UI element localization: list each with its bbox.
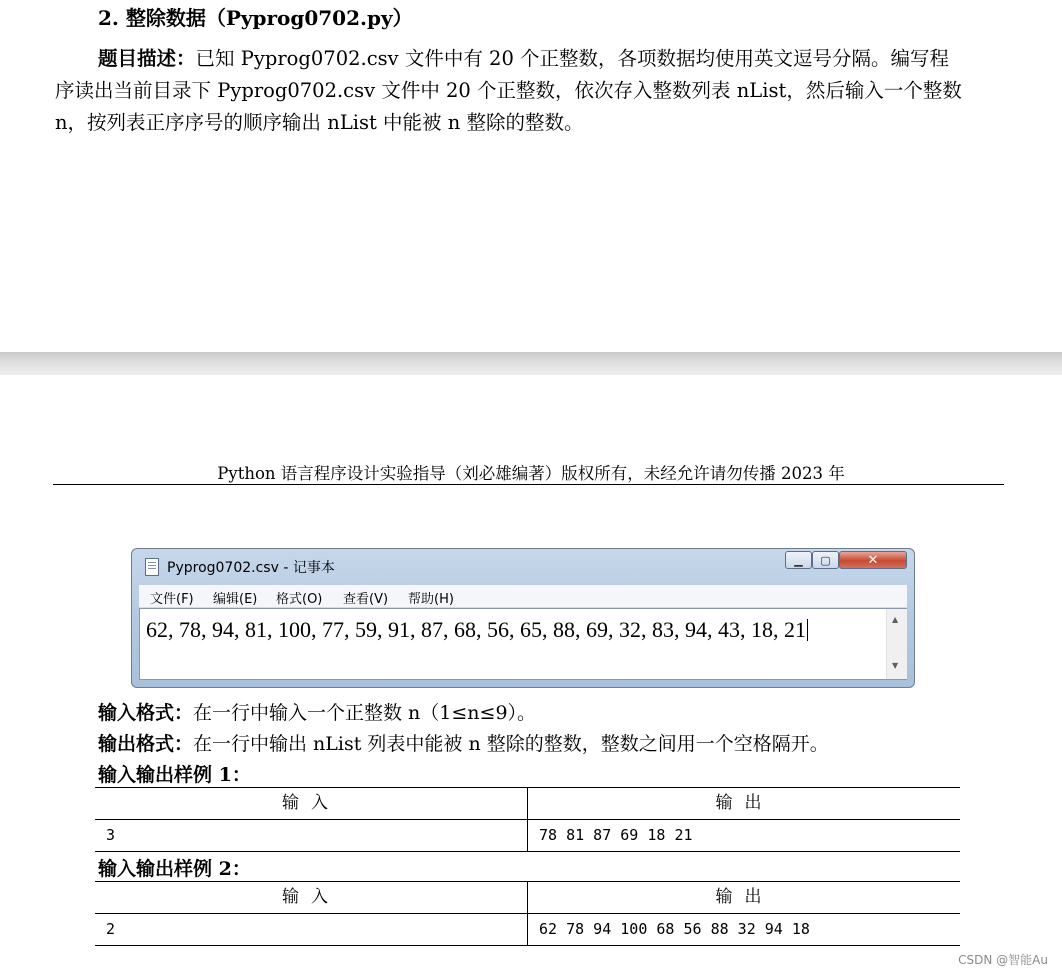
scroll-up-icon[interactable]: ▲ <box>892 615 899 624</box>
column-header-output: 输出 <box>527 788 961 819</box>
column-header-input: 输入 <box>282 887 340 907</box>
watermark: CSDN @智能Au <box>958 953 1048 967</box>
sample2-output: 62 78 94 100 68 56 88 32 94 18 <box>527 914 960 945</box>
menu-edit[interactable]: 编辑(E) <box>213 592 258 607</box>
maximize-button[interactable]: ▢ <box>812 551 839 569</box>
table-row <box>95 820 960 851</box>
notepad-text-area[interactable] <box>139 608 907 680</box>
csv-content: 62, 78, 94, 81, 100, 77, 59, 91, 87, 68, 56, 65, 88, 69, 32, 83, 94, 43, 18, 21 <box>146 617 806 642</box>
table-header-row <box>95 882 960 913</box>
description-line-2: 序读出当前目录下 Pyprog0702.csv 文件中 20 个正整数，依次存入整数列表 nList，然后输入一个整数 <box>55 79 962 102</box>
description-label: 题目描述： <box>98 47 196 70</box>
input-format-label: 输入格式： <box>98 702 194 724</box>
vertical-scrollbar[interactable] <box>886 609 907 679</box>
sample1-table <box>95 787 960 852</box>
sample2-label: 输入输出样例 2： <box>98 858 251 880</box>
input-format-text: 在一行中输入一个正整数 n（1≤n≤9）。 <box>193 702 537 724</box>
sample1-output: 78 81 87 69 18 21 <box>527 820 960 851</box>
notepad-menubar <box>139 585 907 608</box>
menu-file[interactable]: 文件(F) <box>150 592 194 607</box>
problem-description <box>55 43 995 139</box>
close-button[interactable]: ✕ <box>839 551 907 569</box>
notepad-window <box>131 548 915 688</box>
sample1-input: 3 <box>106 826 116 844</box>
column-header-output: 输出 <box>527 882 961 913</box>
notepad-content <box>146 617 808 643</box>
description-line-1: 已知 Pyprog0702.csv 文件中有 20 个正整数，各项数据均使用英文逗号分隔。编写程 <box>195 47 950 70</box>
page-header: Python 语言程序设计实验指导（刘必雄编著）版权所有，未经允许请勿传播 2023 年 <box>217 464 845 483</box>
notepad-title: Pyprog0702.csv - 记事本 <box>167 560 335 576</box>
problem-title: 2. 整除数据（Pyprog0702.py） <box>98 6 413 30</box>
input-format <box>98 698 536 725</box>
output-format <box>98 729 829 756</box>
header-rule <box>53 484 1004 485</box>
scroll-down-icon[interactable]: ▼ <box>892 661 899 670</box>
minimize-button[interactable]: ▁ <box>785 551 812 569</box>
output-format-text: 在一行中输出 nList 列表中能被 n 整除的整数，整数之间用一个空格隔开。 <box>193 733 829 755</box>
column-header-input: 输入 <box>282 793 340 813</box>
table-header-row <box>95 788 960 819</box>
menu-view[interactable]: 查看(V) <box>343 592 389 607</box>
sample2-input: 2 <box>106 920 116 938</box>
table-row <box>95 914 960 945</box>
menu-format[interactable]: 格式(O) <box>276 592 323 607</box>
text-caret <box>807 619 808 641</box>
notepad-icon <box>145 558 159 576</box>
sample2-table <box>95 881 960 946</box>
sample1-label: 输入输出样例 1： <box>98 764 251 786</box>
menu-help[interactable]: 帮助(H) <box>408 592 454 607</box>
output-format-label: 输出格式： <box>98 733 194 755</box>
page-separator <box>0 352 1062 375</box>
description-line-3: n，按列表正序序号的顺序输出 nList 中能被 n 整除的整数。 <box>55 111 584 134</box>
